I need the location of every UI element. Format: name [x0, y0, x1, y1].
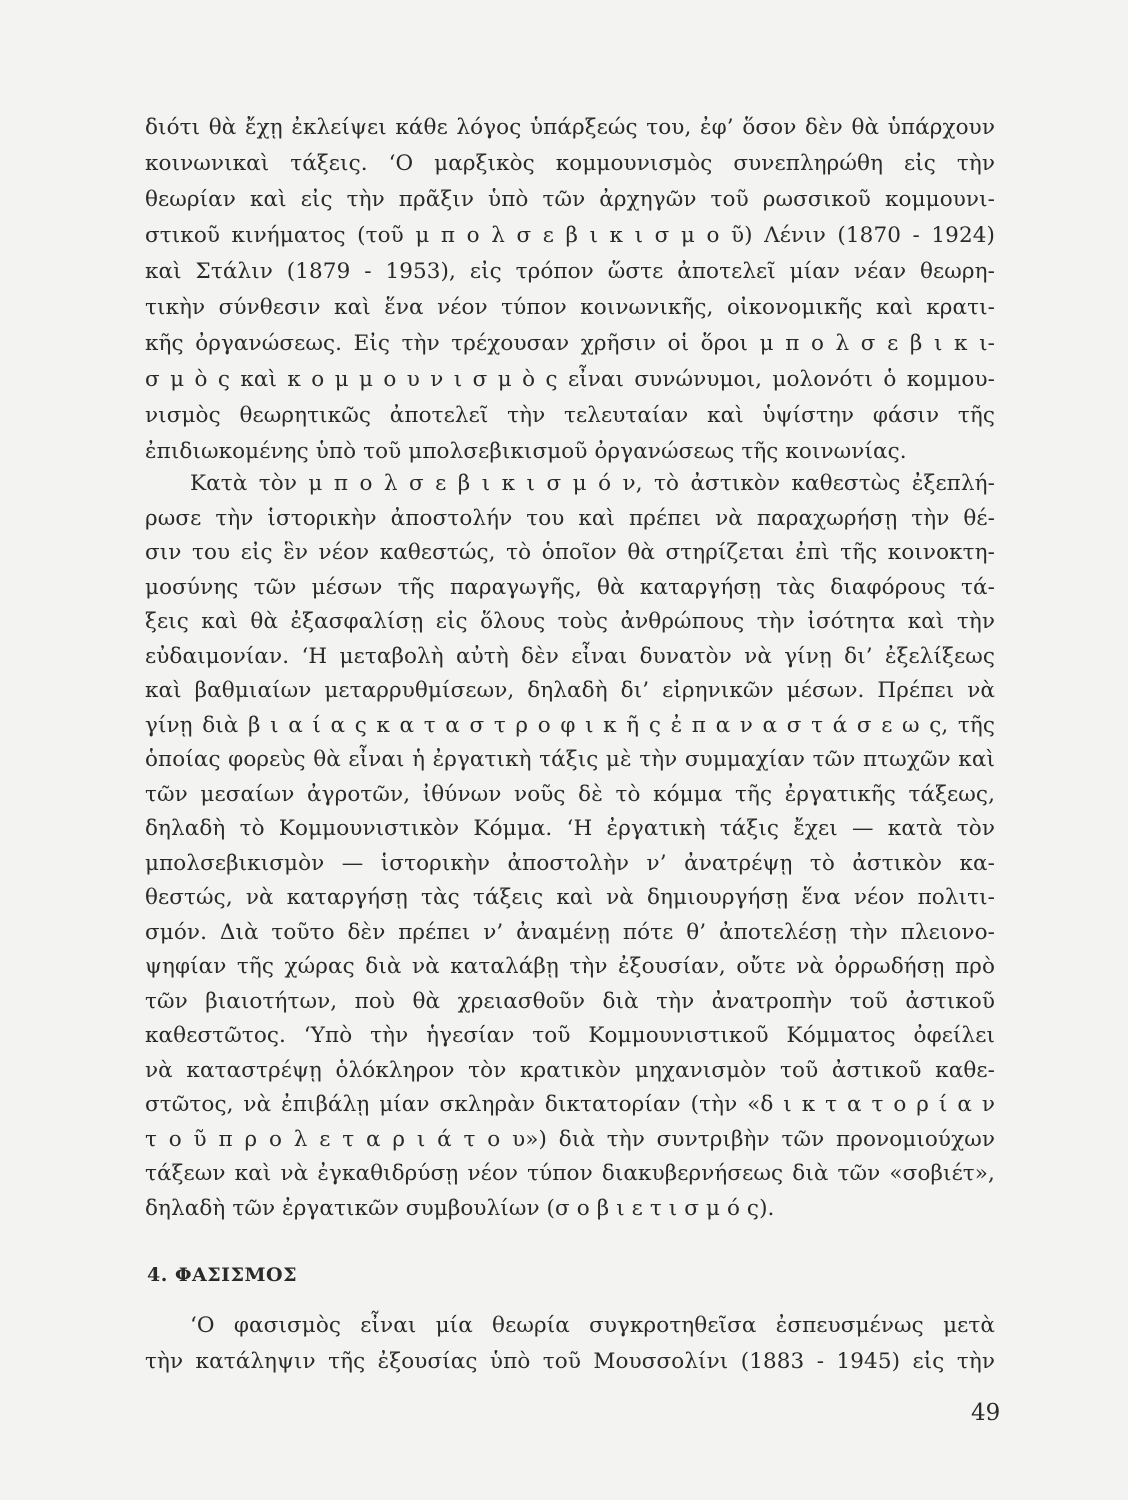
text-line: καὶ Στάλιν (1879 - 1953), εἰς τρόπον ὥστε ἀποτελεῖ μίαν νέαν θεωρη- — [145, 259, 995, 284]
page-number: 49 — [971, 1400, 1001, 1426]
text-line: γίνῃ διὰ β ι α ί α ς κ α τ α σ τ ρ ο φ ι κ ῆ ς ἐ π α ν α σ τ ά σ ε ω ς, τῆς — [145, 712, 995, 738]
text-line: νὰ καταστρέψῃ ὁλόκληρον τὸν κρατικὸν μηχανισμὸν τοῦ ἀστικοῦ καθε- — [145, 1057, 995, 1083]
section-heading: 4. ΦΑΣΙΣΜΟΣ — [147, 1264, 298, 1286]
text-line: θεωρίαν καὶ εἰς τὴν πρᾶξιν ὑπὸ τῶν ἀρχηγῶν τοῦ ρωσσικοῦ κομμουνι- — [145, 187, 995, 212]
text-line: ρωσε τὴν ἱστορικὴν ἀποστολήν του καὶ πρέπει νὰ παραχωρήσῃ τὴν θέ- — [145, 505, 995, 531]
text-line: διότι θὰ ἔχῃ ἐκλείψει κάθε λόγος ὑπάρξεώς του, ἐφ’ ὅσον δὲν θὰ ὑπάρχουν — [145, 115, 995, 140]
text-line: τῶν μεσαίων ἀγροτῶν, ἰθύνων νοῦς δὲ τὸ κόμμα τῆς ἐργατικῆς τάξεως, — [145, 781, 995, 807]
text-line: στῶτος, νὰ ἐπιβάλῃ μίαν σκληρὰν δικτατορίαν (τὴν «δ ι κ τ α τ ο ρ ί α ν — [145, 1092, 995, 1117]
text-line: θεστώς, νὰ καταργήσῃ τὰς τάξεις καὶ νὰ δημιουργήσῃ ἕνα νέον πολιτι- — [145, 885, 995, 910]
text-line: ἐπιδιωκομένης ὑπὸ τοῦ μπολσεβικισμοῦ ὀργανώσεως τῆς κοινωνίας. — [145, 439, 907, 464]
text-line: καθεστῶτος. ‘Υπὸ τὴν ἡγεσίαν τοῦ Κομμουνιστικοῦ Κόμματος ὀφείλει — [145, 1023, 995, 1048]
text-line: ‘Ο φασισμὸς εἶναι μία θεωρία συγκροτηθεῖσα ἐσπευσμένως μετὰ — [190, 1313, 995, 1338]
text-line: Κατὰ τὸν μ π ο λ σ ε β ι κ ι σ μ ό ν, τὸ ἀστικὸν καθεστὼς ἐξεπλή- — [190, 471, 995, 496]
text-line: τὴν κατάληψιν τῆς ἐξουσίας ὑπὸ τοῦ Μουσσολίνι (1883 - 1945) εἰς τὴν — [145, 1349, 995, 1374]
text-line: δηλαδὴ τὸ Κομμουνιστικὸν Κόμμα. ‘Η ἐργατικὴ τάξις ἔχει — κατὰ τὸν — [145, 816, 995, 841]
text-line: μπολσεβικισμὸν — ἱστορικὴν ἀποστολὴν ν’ ἀνατρέψῃ τὸ ἀστικὸν κα- — [145, 850, 995, 876]
text-line: εὐδαιμονίαν. ‘Η μεταβολὴ αὐτὴ δὲν εἶναι δυνατὸν νὰ γίνῃ δι’ ἐξελίξεως — [145, 643, 995, 669]
text-line: κοινωνικαὶ τάξεις. ‘Ο μαρξικὸς κομμουνισμὸς συνεπληρώθη εἰς τὴν — [145, 151, 995, 176]
text-line: ψηφίαν τῆς χώρας διὰ νὰ καταλάβῃ τὴν ἐξουσίαν, οὔτε νὰ ὀρρωδήσῃ πρὸ — [145, 954, 995, 979]
text-line: τάξεων καὶ νὰ ἐγκαθιδρύσῃ νέον τύπον διακυβερνήσεως διὰ τῶν «σοβιέτ», — [145, 1161, 995, 1186]
text-line: μοσύνης τῶν μέσων τῆς παραγωγῆς, θὰ καταργήσῃ τὰς διαφόρους τά- — [145, 574, 995, 600]
text-line: σ μ ὸ ς καὶ κ ο μ μ ο υ ν ι σ μ ὸ ς εἶναι συνώνυμοι, μολονότι ὁ κομμου- — [145, 367, 995, 392]
text-line: κῆς ὀργανώσεως. Εἰς τὴν τρέχουσαν χρῆσιν οἱ ὅροι μ π ο λ σ ε β ι κ ι- — [145, 331, 995, 356]
text-line: στικοῦ κινήματος (τοῦ μ π ο λ σ ε β ι κ ι σ μ ο ῦ) Λένιν (1870 - 1924) — [145, 223, 995, 248]
text-line: νισμὸς θεωρητικῶς ἀποτελεῖ τὴν τελευταίαν καὶ ὑψίστην φάσιν τῆς — [145, 403, 995, 428]
text-line: τ ο ῦ π ρ ο λ ε τ α ρ ι ά τ ο υ») διὰ τὴν συντριβὴν τῶν προνομιούχων — [145, 1126, 995, 1152]
text-line: ξεις καὶ θὰ ἐξασφαλίσῃ εἰς ὅλους τοὺς ἀνθρώπους τὴν ἰσότητα καὶ τὴν — [145, 609, 995, 634]
text-line: σμόν. Διὰ τοῦτο δὲν πρέπει ν’ ἀναμένῃ πότε θ’ ἀποτελέσῃ τὴν πλειονο- — [145, 919, 995, 945]
text-line: τικὴν σύνθεσιν καὶ ἕνα νέον τύπον κοινωνικῆς, οἰκονομικῆς καὶ κρατι- — [145, 295, 995, 320]
text-line: καὶ βαθμιαίων μεταρρυθμίσεων, δηλαδὴ δι’ εἰρηνικῶν μέσων. Πρέπει νὰ — [145, 678, 995, 703]
text-line: σιν του εἰς ἓν νέον καθεστώς, τὸ ὁποῖον θὰ στηρίζεται ἐπὶ τῆς κοινοκτη- — [145, 540, 995, 565]
text-line: τῶν βιαιοτήτων, ποὺ θὰ χρειασθοῦν διὰ τὴν ἀνατροπὴν τοῦ ἀστικοῦ — [145, 988, 995, 1014]
text-line: δηλαδὴ τῶν ἐργατικῶν συμβουλίων (σ ο β ι ε τ ι σ μ ό ς). — [145, 1195, 775, 1221]
text-line: ὁποίας φορεὺς θὰ εἶναι ἡ ἐργατικὴ τάξις μὲ τὴν συμμαχίαν τῶν πτωχῶν καὶ — [145, 747, 995, 772]
